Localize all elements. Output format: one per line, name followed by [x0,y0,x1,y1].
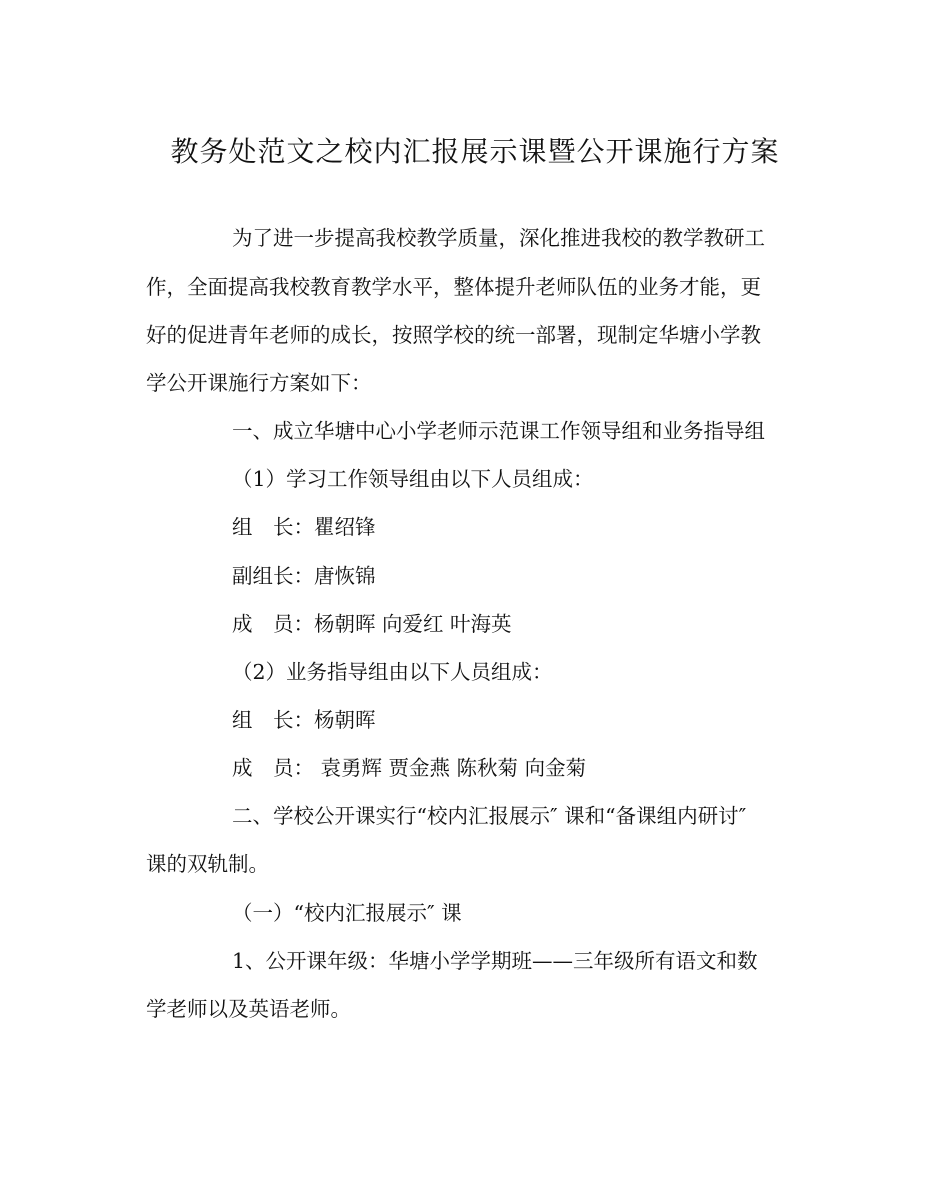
document-title: 教务处范文之校内汇报展示课暨公开课施行方案 [170,135,780,168]
section-heading: 二、学校公开课实行“校内汇报展示″ 课和“备课组内研讨″ [232,804,747,828]
member-line: 成 员： 袁勇辉 贾金燕 陈秋菊 向金菊 [232,756,587,780]
paragraph-line: 学老师以及英语老师。 [146,997,351,1021]
member-line: 副组长：唐恢锦 [232,564,376,588]
member-line: 组 长：杨朝晖 [232,708,376,732]
paragraph-line: 学公开课施行方案如下： [146,371,372,395]
subsection-heading: （一）“校内汇报展示″ 课 [232,901,462,925]
paragraph-line: 为了进一步提高我校教学质量，深化推进我校的教学教研工 [232,226,765,250]
paragraph-line: 好的促进青年老师的成长，按照学校的统一部署，现制定华塘小学教 [146,323,761,347]
member-line: 组 长：瞿绍锋 [232,515,376,539]
subsection-heading: （2）业务指导组由以下人员组成： [232,660,553,684]
section-heading: 一、成立华塘中心小学老师示范课工作领导组和业务指导组 [232,419,765,443]
paragraph-line: 作，全面提高我校教育教学水平，整体提升老师队伍的业务才能，更 [146,275,761,299]
subsection-heading: （1）学习工作领导组由以下人员组成： [232,467,594,491]
paragraph-line: 1、公开课年级：华塘小学学期班——三年级所有语文和数 [232,949,758,973]
paragraph-line: 课的双轨制。 [146,852,269,876]
member-line: 成 员：杨朝晖 向爱红 叶海英 [232,612,512,636]
